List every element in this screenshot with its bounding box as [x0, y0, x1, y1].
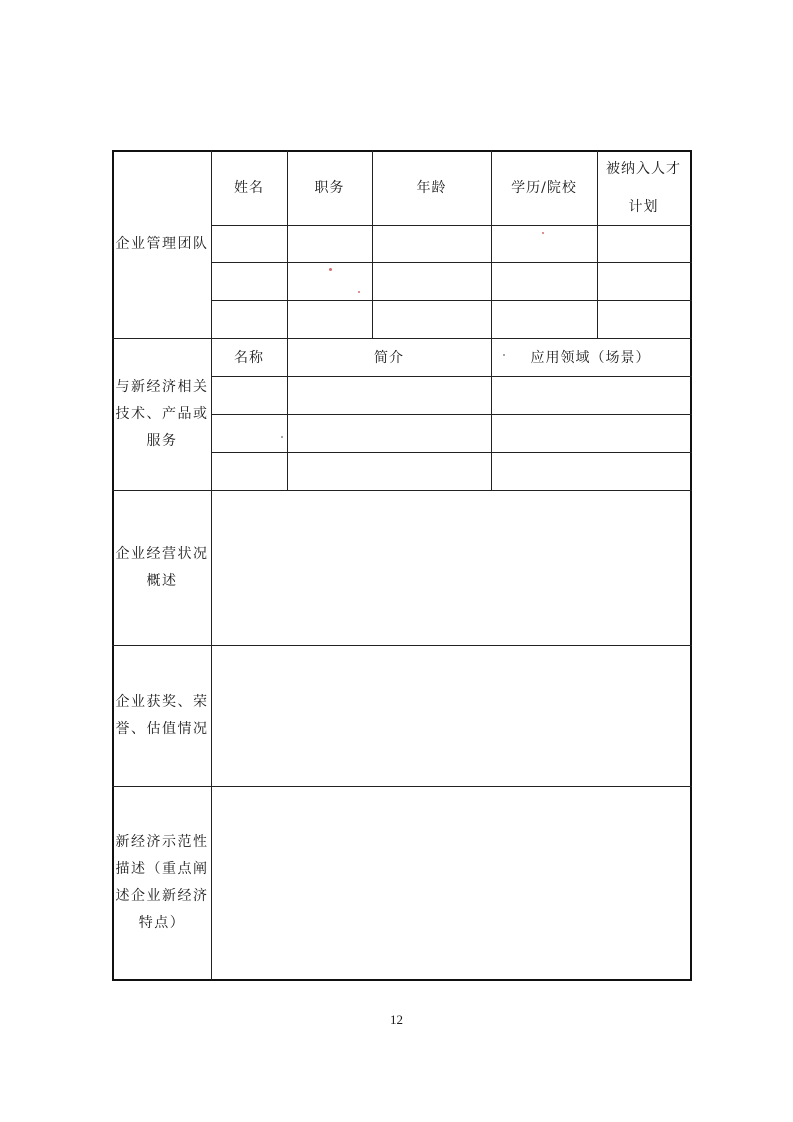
- table-border-right: [690, 150, 692, 981]
- demonstration-label: 新经济示范性 描述（重点阐 述企业新经济 特点）: [115, 834, 209, 931]
- scan-speck: [542, 232, 544, 234]
- scan-speck: [329, 268, 332, 271]
- tech-row-line: [211, 414, 692, 415]
- header-name: 姓名: [234, 180, 264, 196]
- tech-row-line: [211, 452, 692, 453]
- header-position: 职务: [314, 180, 345, 196]
- label-column-divider: [211, 150, 212, 980]
- tech-products-label: 与新经济相关 技术、产品或 服务: [115, 379, 209, 449]
- header-product-name: 名称: [234, 349, 264, 366]
- scan-speck: [358, 291, 360, 293]
- scan-speck: [281, 436, 283, 438]
- header-age: 年龄: [416, 180, 447, 196]
- team-row-line: [211, 300, 692, 301]
- header-talent-program: 被纳入人才 计划: [606, 161, 681, 215]
- page-number: 12: [390, 1012, 403, 1027]
- awards-label: 企业获奖、荣 誉、估值情况: [115, 694, 209, 737]
- table-border-bottom: [112, 979, 692, 981]
- scan-speck: [503, 354, 505, 356]
- operations-label: 企业经营状况 概述: [115, 546, 209, 589]
- header-education: 学历/院校: [511, 180, 577, 196]
- header-application-field: 应用领域（场景）: [530, 349, 651, 366]
- header-description: 简介: [374, 349, 404, 366]
- tech-row-line: [211, 376, 692, 377]
- team-row-line: [211, 262, 692, 263]
- management-team-label: 企业管理团队: [115, 236, 209, 252]
